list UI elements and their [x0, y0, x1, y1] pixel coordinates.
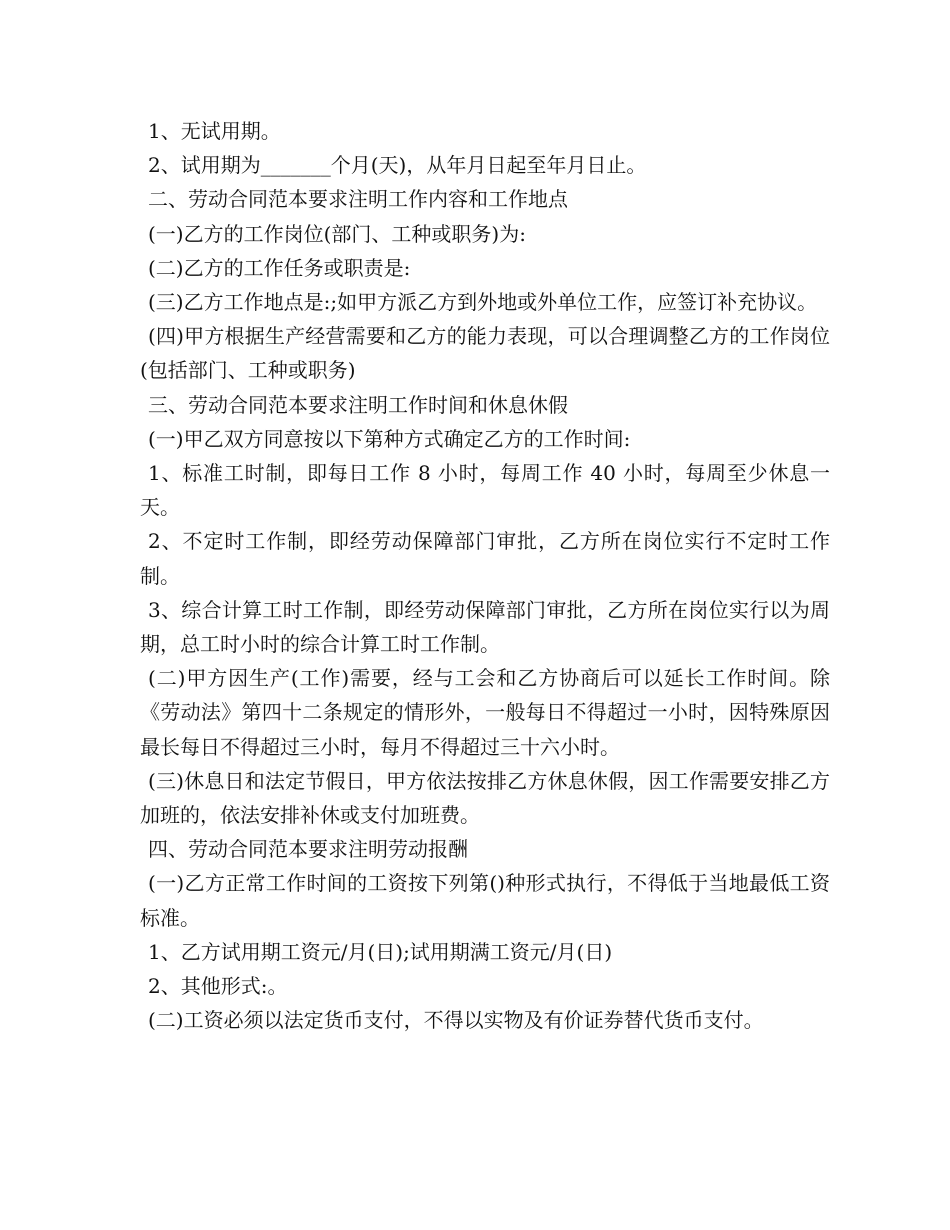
paragraph: 2、其他形式:。: [148, 974, 288, 999]
paragraph: (二)甲方因生产(工作)需要，经与工会和乙方协商后可以延长工作时间。除《劳动法》第四十二条规定的情形外，一般每日不得超过一小时，因特殊原因最长每日不得超过三小时，每月不得超过三十六小时。: [140, 666, 830, 759]
paragraph: 1、无试用期。: [148, 119, 281, 143]
paragraph: 3、综合计算工时工作制，即经劳动保障部门审批，乙方所在岗位实行以为周期，总工时小时的综合计算工时工作制。: [140, 597, 830, 657]
section-heading: 四、劳动合同范本要求注明劳动报酬: [148, 837, 468, 862]
paragraph: (一)甲乙双方同意按以下第种方式确定乙方的工作时间:: [148, 426, 631, 451]
section-heading: 三、劳动合同范本要求注明工作时间和休息休假: [148, 392, 568, 417]
paragraph: 2、不定时工作制，即经劳动保障部门审批，乙方所在岗位实行不定时工作制。: [140, 529, 830, 588]
paragraph: (四)甲方根据生产经营需要和乙方的能力表现，可以合理调整乙方的工作岗位(包括部门、工种或职务): [140, 324, 830, 383]
paragraph: (三)休息日和法定节假日，甲方依法按排乙方休息休假，因工作需要安排乙方加班的，依法安排补休或支付加班费。: [140, 768, 830, 828]
paragraph: 2、试用期为_______个月(天)，从年月日起至年月日止。: [148, 153, 647, 178]
paragraph: 1、标准工时制，即每日工作 8 小时，每周工作 40 小时，每周至少休息一天。: [140, 461, 830, 520]
paragraph: (一)乙方的工作岗位(部门、工种或职务)为:: [148, 221, 526, 246]
paragraph: (三)乙方工作地点是:;如甲方派乙方到外地或外单位工作，应签订补充协议。: [148, 290, 818, 315]
paragraph: (一)乙方正常工作时间的工资按下列第()种形式执行，不得低于当地最低工资标准。: [140, 871, 830, 930]
document-body: [140, 114, 830, 1037]
section-heading: 二、劳动合同范本要求注明工作内容和工作地点: [148, 187, 568, 212]
paragraph: (二)乙方的工作任务或职责是:: [148, 255, 411, 280]
paragraph: (二)工资必须以法定货币支付，不得以实物及有价证券替代货币支付。: [148, 1008, 764, 1033]
paragraph: 1、乙方试用期工资元/月(日);试用期满工资元/月(日): [148, 939, 613, 964]
